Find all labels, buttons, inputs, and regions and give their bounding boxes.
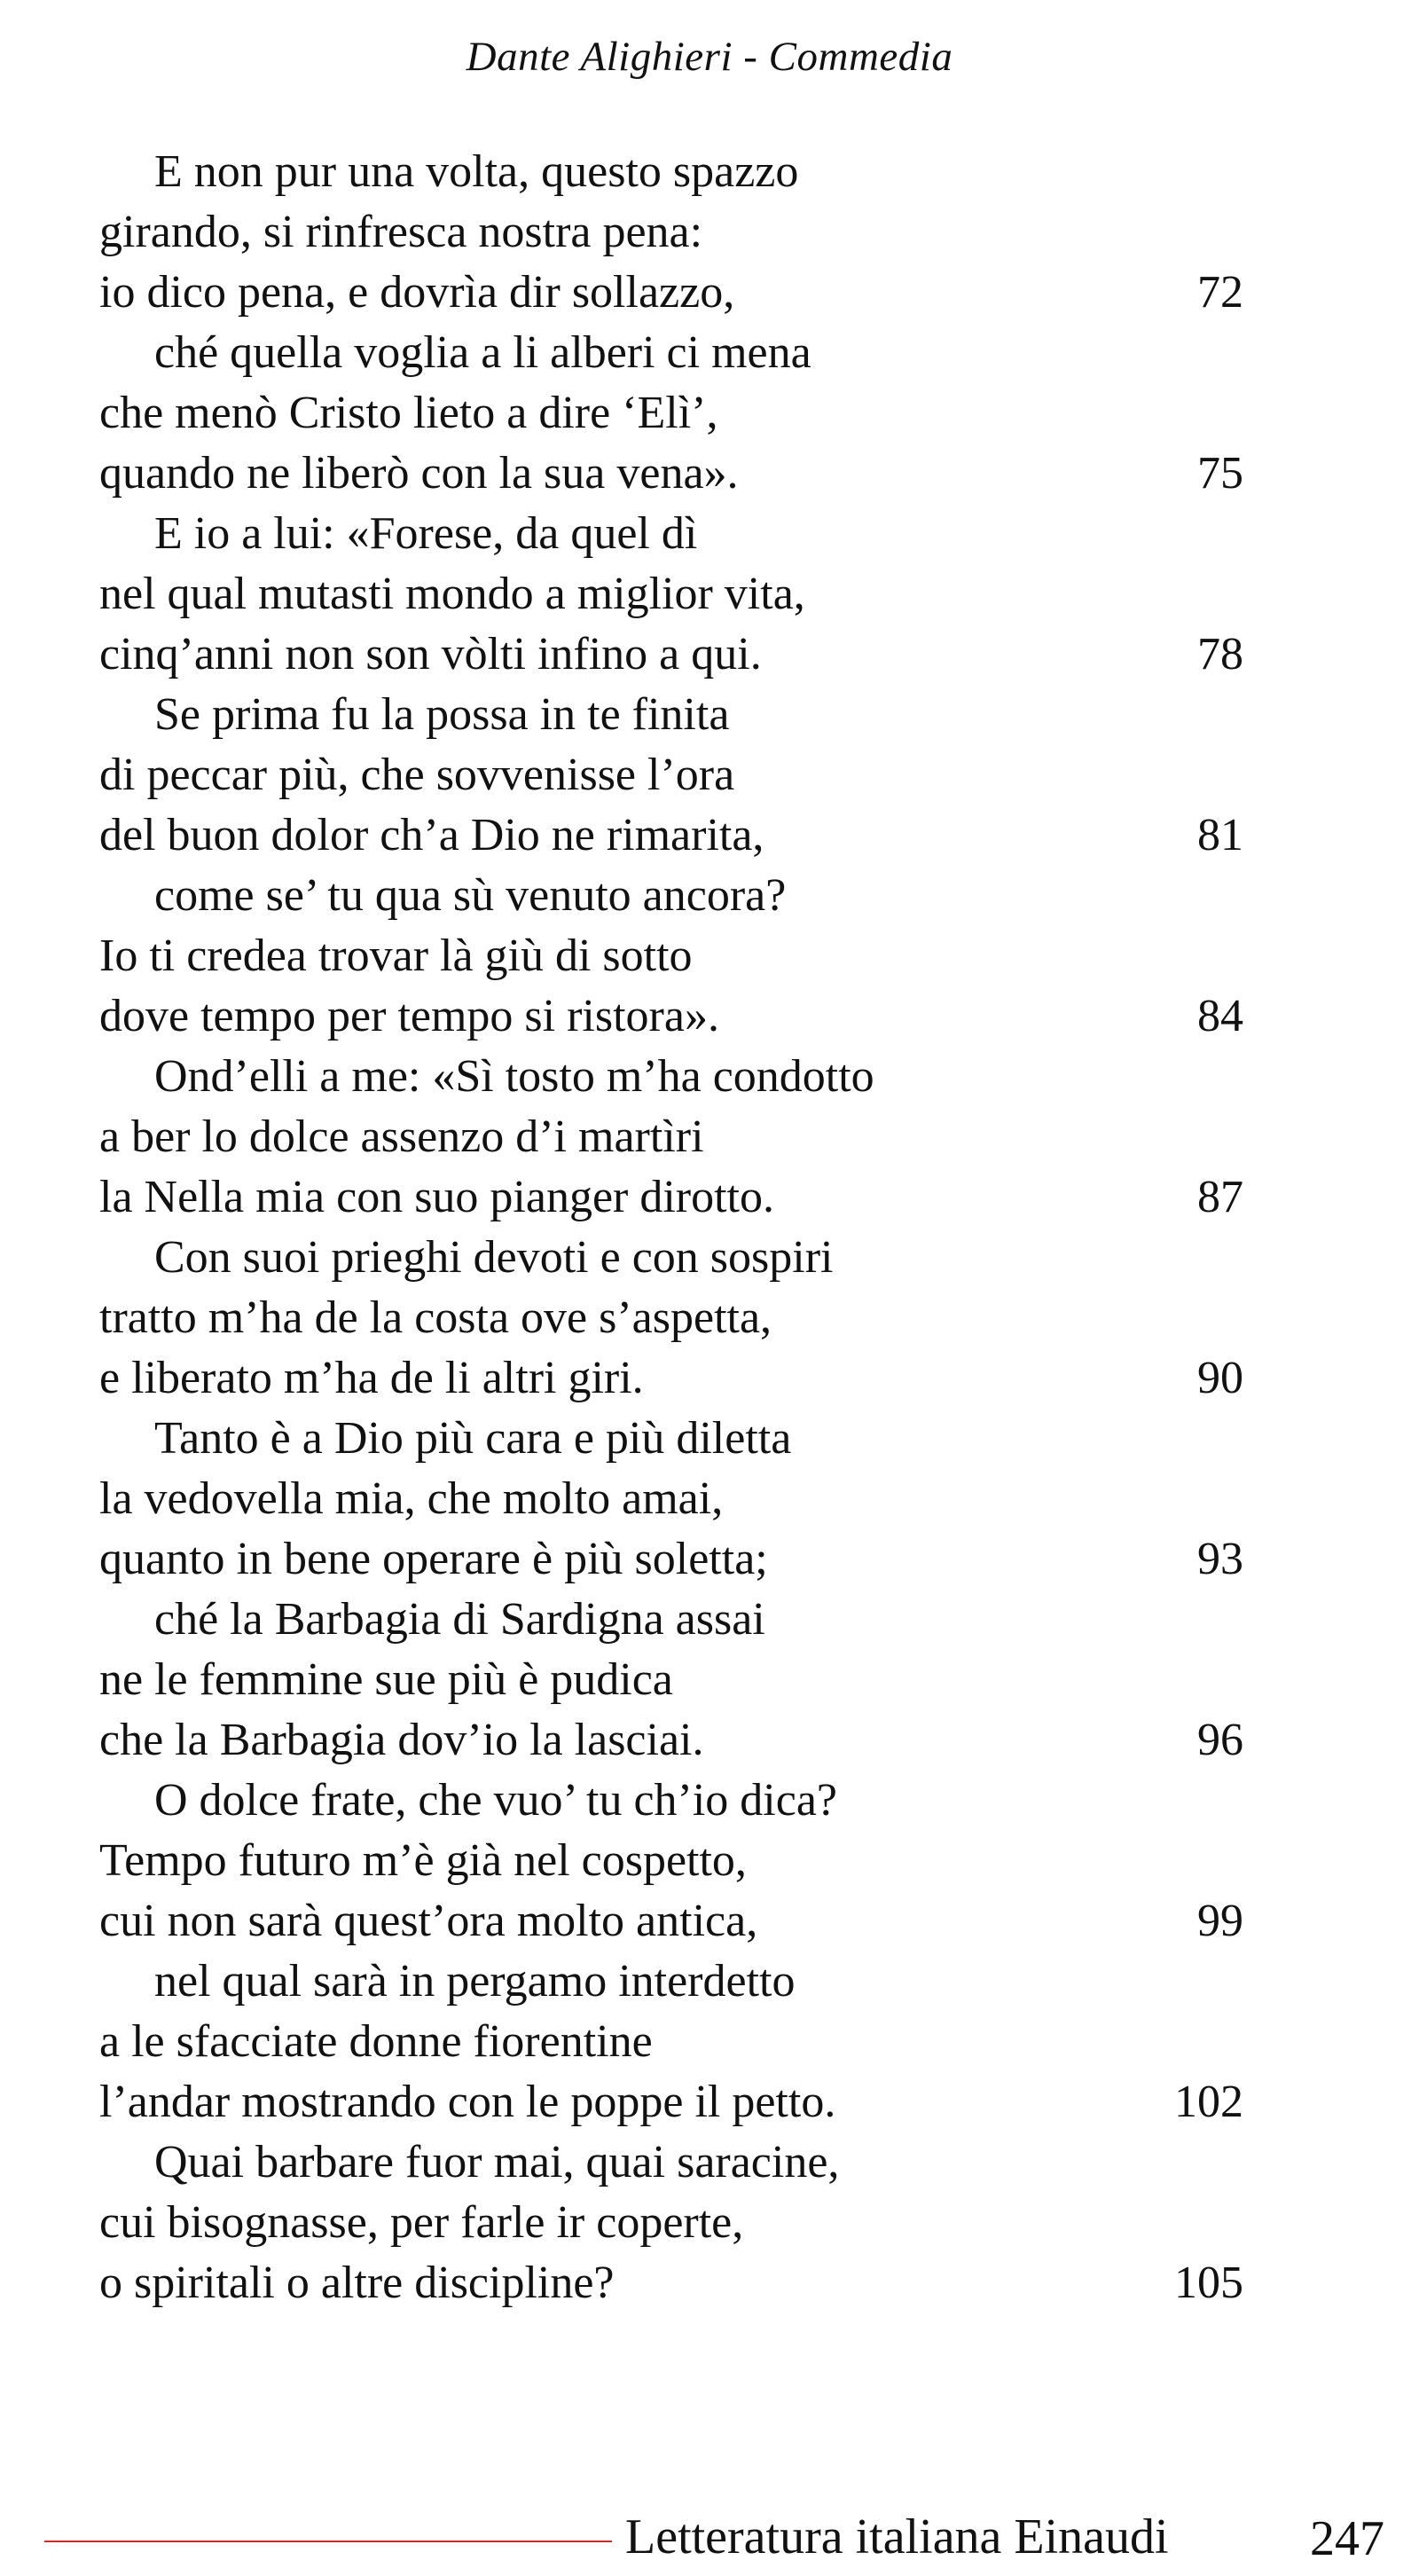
verse-text: Tempo futuro m’è già nel cospetto, — [99, 1835, 747, 1886]
verse-text: quanto in bene operare è più soletta; — [99, 1534, 768, 1584]
verse-line — [99, 383, 1252, 444]
verse-line — [99, 142, 1252, 202]
verse-line — [99, 2253, 1252, 2313]
verse-line — [99, 624, 1252, 685]
verse-text: ne le femmine sue più è pudica — [99, 1654, 673, 1705]
verse-text: Io ti credea trovar là giù di sotto — [99, 931, 693, 981]
verse-line — [99, 2012, 1252, 2072]
verse-text: cui non sarà quest’ora molto antica, — [99, 1896, 758, 1946]
verse-line — [99, 263, 1252, 323]
verse-number: 105 — [1174, 2258, 1243, 2308]
verse-text: o spiritali o altre discipline? — [99, 2258, 615, 2308]
verse-line — [99, 564, 1252, 624]
verse-line — [99, 1409, 1252, 1469]
verse-line — [99, 1952, 1252, 2012]
verse-line — [99, 1107, 1252, 1167]
verse-text: di peccar più, che sovvenisse l’ora — [99, 750, 735, 800]
verse-line — [99, 685, 1252, 745]
page-footer — [0, 2501, 1419, 2564]
verse-line — [99, 1891, 1252, 1952]
footer-rule — [44, 2541, 612, 2542]
verse-text: Quai barbare fuor mai, quai saracine, — [154, 2137, 840, 2187]
verse-line — [99, 1288, 1252, 1348]
verse-line — [99, 2193, 1252, 2253]
verse-line — [99, 2132, 1252, 2193]
verse-text: tratto m’ha de la costa ove s’aspetta, — [99, 1292, 772, 1343]
verse-line — [99, 1590, 1252, 1650]
verse-text: girando, si rinfresca nostra pena: — [99, 207, 703, 257]
verse-number: 87 — [1197, 1172, 1243, 1222]
verse-line — [99, 1228, 1252, 1288]
verse-line — [99, 805, 1252, 866]
verse-text: che la Barbagia dov’io la lasciai. — [99, 1715, 704, 1765]
running-head: Dante Alighieri - Commedia — [466, 34, 953, 80]
verse-text: la vedovella mia, che molto amai, — [99, 1473, 724, 1524]
verse-number: 81 — [1197, 810, 1243, 860]
verse-text: cui bisognasse, per farle ir coperte, — [99, 2197, 744, 2248]
verse-number: 84 — [1197, 991, 1243, 1041]
verse-text: del buon dolor ch’a Dio ne rimarita, — [99, 810, 764, 860]
verse-text: Se prima fu la possa in te finita — [154, 689, 730, 740]
verse-number: 78 — [1197, 629, 1243, 679]
verse-text: come se’ tu qua sù venuto ancora? — [154, 870, 787, 921]
verse-number: 93 — [1197, 1534, 1243, 1584]
verse-line — [99, 926, 1252, 986]
verse-line — [99, 1348, 1252, 1409]
verse-text: che menò Cristo lieto a dire ‘Elì’, — [99, 388, 718, 438]
verse-text: Tanto è a Dio più cara e più diletta — [154, 1413, 792, 1464]
verse-line — [99, 1047, 1252, 1107]
verse-line — [99, 1650, 1252, 1710]
verse-text: E non pur una volta, questo spazzo — [154, 146, 799, 197]
verse-text: a le sfacciate donne fiorentine — [99, 2016, 653, 2067]
verse-line — [99, 1167, 1252, 1228]
verse-line — [99, 1469, 1252, 1529]
verse-line — [99, 1831, 1252, 1891]
verse-line — [99, 1529, 1252, 1590]
verse-line — [99, 323, 1252, 383]
verse-text: quando ne liberò con la sua vena». — [99, 448, 739, 499]
verse-text: la Nella mia con suo pianger dirotto. — [99, 1172, 775, 1222]
verse-number: 96 — [1197, 1715, 1243, 1765]
verse-number: 90 — [1197, 1353, 1243, 1403]
verse-text: nel qual sarà in pergamo interdetto — [154, 1956, 796, 2007]
verse-line — [99, 866, 1252, 926]
verse-number: 102 — [1174, 2077, 1243, 2127]
verse-text: e liberato m’ha de li altri giri. — [99, 1353, 644, 1403]
verse-line — [99, 986, 1252, 1047]
verse-text: ché la Barbagia di Sardigna assai — [154, 1594, 765, 1645]
series-title: Letteratura italiana Einaudi — [625, 2509, 1169, 2564]
verse-line — [99, 1710, 1252, 1771]
verse-block — [99, 142, 1252, 2313]
verse-number: 99 — [1197, 1896, 1243, 1946]
verse-number: 75 — [1197, 448, 1243, 499]
verse-line — [99, 745, 1252, 805]
verse-text: ché quella voglia a li alberi ci mena — [154, 327, 811, 378]
verse-text: nel qual mutasti mondo a miglior vita, — [99, 569, 805, 619]
verse-line — [99, 2072, 1252, 2132]
verse-text: l’andar mostrando con le poppe il petto. — [99, 2077, 836, 2127]
verse-line — [99, 444, 1252, 504]
page-number: 247 — [1310, 2511, 1384, 2566]
verse-text: cinq’anni non son vòlti infino a qui. — [99, 629, 762, 679]
verse-text: E io a lui: «Forese, da quel dì — [154, 508, 698, 559]
verse-line — [99, 504, 1252, 564]
verse-text: dove tempo per tempo si ristora». — [99, 991, 719, 1041]
verse-line — [99, 1771, 1252, 1831]
verse-text: a ber lo dolce assenzo d’i martìri — [99, 1111, 704, 1162]
verse-line — [99, 202, 1252, 263]
verse-text: Con suoi prieghi devoti e con sospiri — [154, 1232, 834, 1283]
verse-number: 72 — [1197, 267, 1243, 318]
verse-text: io dico pena, e dovrìa dir sollazzo, — [99, 267, 735, 318]
verse-text: Ond’elli a me: «Sì tosto m’ha condotto — [154, 1051, 874, 1102]
verse-text: O dolce frate, che vuo’ tu ch’io dica? — [154, 1775, 837, 1826]
